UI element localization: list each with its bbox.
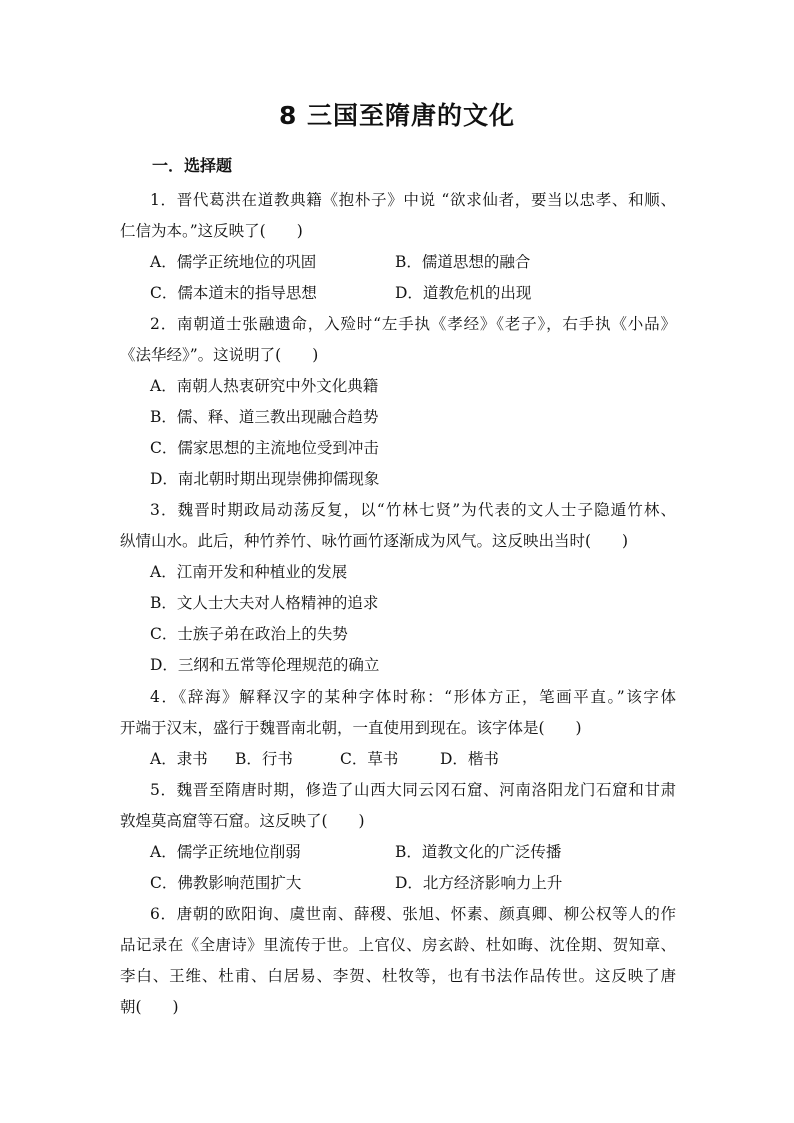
question-6-line-3: 李白、王维、杜甫、白居易、李贺、杜牧等，也有书法作品传世。这反映了唐: [120, 967, 676, 985]
question-4-line-1: 4．《辞海》解释汉字的某种字体时称：“形体方正，笔画平直。”该字体: [150, 688, 676, 706]
question-5-option-d: D．北方经济影响力上升: [395, 874, 563, 892]
question-3-option-c: C．士族子弟在政治上的失势: [150, 625, 348, 643]
question-4-line-2: 开端于汉末，盛行于魏晋南北朝，一直使用到现在。该字体是( ): [120, 719, 582, 737]
question-3-line-2: 纵情山水。此后，种竹养竹、咏竹画竹逐渐成为风气。这反映出当时( ): [120, 532, 629, 550]
question-2-line-1: 2．南朝道士张融遗命，入殓时“左手执《孝经》《老子》，右手执《小品》: [150, 315, 676, 333]
page-title: 8 三国至隋唐的文化: [278, 101, 516, 130]
question-6-line-4: 朝( ): [120, 998, 179, 1016]
question-1-option-a: A．儒学正统地位的巩固: [150, 253, 317, 271]
question-3-option-d: D．三纲和五常等伦理规范的确立: [150, 656, 380, 674]
question-6-line-2: 品记录在《全唐诗》里流传于世。上官仪、房玄龄、杜如晦、沈佺期、贺知章、: [120, 936, 676, 954]
question-6-line-1: 6．唐朝的欧阳询、虞世南、薛稷、张旭、怀素、颜真卿、柳公权等人的作: [150, 905, 676, 923]
question-5-line-2: 敦煌莫高窟等石窟。这反映了( ): [120, 812, 365, 830]
question-2-option-b: B．儒、释、道三教出现融合趋势: [150, 408, 379, 426]
question-1-option-b: B．儒道思想的融合: [395, 253, 531, 271]
question-2-line-2: 《法华经》”。这说明了( ): [120, 346, 319, 364]
question-2-option-a: A．南朝人热衷研究中外文化典籍: [150, 377, 379, 395]
question-5-option-a: A．儒学正统地位削弱: [150, 843, 301, 861]
question-5-line-1: 5．魏晋至隋唐时期，修造了山西大同云冈石窟、河南洛阳龙门石窟和甘肃: [150, 781, 676, 799]
question-4-option-d: D．楷书: [440, 750, 499, 768]
question-2-option-d: D．南北朝时期出现崇佛抑儒现象: [150, 470, 380, 488]
section-heading: 一．选择题: [152, 156, 233, 175]
question-1-option-c: C．儒本道末的指导思想: [150, 284, 317, 302]
question-5-option-b: B．道教文化的广泛传播: [395, 843, 562, 861]
question-5-option-c: C．佛教影响范围扩大: [150, 874, 302, 892]
question-3-option-a: A．江南开发和种植业的发展: [150, 563, 348, 581]
question-1-line-1: 1．晋代葛洪在道教典籍《抱朴子》中说 “欲求仙者，要当以忠孝、和顺、: [150, 191, 676, 209]
question-3-option-b: B．文人士大夫对人格精神的追求: [150, 594, 379, 612]
question-4-option-b: B．行书: [235, 750, 293, 768]
question-3-line-1: 3．魏晋时期政局动荡反复，以“竹林七贤”为代表的文人士子隐遁竹林、: [150, 501, 676, 519]
question-1-option-d: D．道教危机的出现: [395, 284, 532, 302]
question-1-line-2: 仁信为本。”这反映了( ): [120, 222, 303, 240]
question-4-option-c: C．草书: [340, 750, 399, 768]
question-4-option-a: A．隶书: [150, 750, 208, 768]
question-2-option-c: C．儒家思想的主流地位受到冲击: [150, 439, 379, 457]
